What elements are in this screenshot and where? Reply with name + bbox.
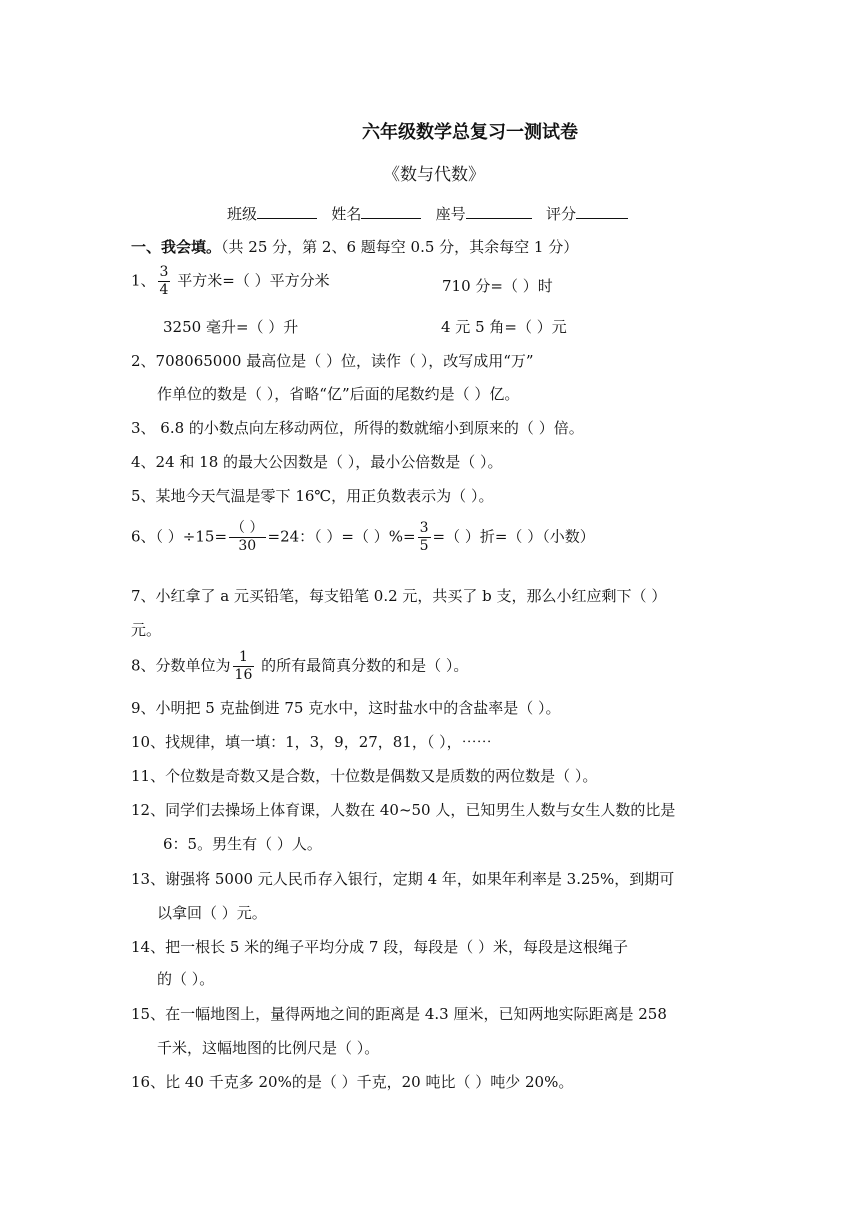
- question-9: 9、小明把 5 克盐倒进 75 克水中，这时盐水中的含盐率是（ ）。: [131, 699, 561, 717]
- question-1-row-1: [131, 264, 330, 299]
- fraction-three-quarters: [158, 264, 171, 299]
- fraction-blank-over-30: [229, 520, 265, 555]
- section-heading: [131, 236, 578, 257]
- fraction-denominator: 16: [234, 667, 253, 683]
- seat-field[interactable]: [466, 204, 532, 219]
- fraction-denominator: 30: [238, 538, 257, 554]
- question-7-line-2: 元。: [131, 621, 162, 639]
- question-1c: 3250 毫升=（ ）升: [163, 318, 299, 336]
- question-14-line-2: 的（ ）。: [157, 970, 215, 988]
- name-label: 姓名: [331, 205, 362, 223]
- name-field[interactable]: [361, 204, 421, 219]
- student-info-row: [227, 203, 628, 224]
- class-field[interactable]: [257, 204, 317, 219]
- question-14-line-1: 14、把一根长 5 米的绳子平均分成 7 段，每段是（ ）米，每段是这根绳子: [131, 938, 629, 956]
- page-title: 六年级数学总复习一测试卷: [362, 122, 578, 143]
- seat-label: 座号: [435, 205, 466, 223]
- question-12-line-1: 12、同学们去操场上体育课，人数在 40~50 人，已知男生人数与女生人数的比是: [131, 801, 676, 819]
- question-7-line-1: 7、小红拿了 a 元买铅笔，每支铅笔 0.2 元，共买了 b 支，那么小红应剩下（ ）: [131, 587, 667, 605]
- question-16: 16、比 40 千克多 20%的是（ ）千克，20 吨比（ ）吨少 20%。: [131, 1073, 574, 1091]
- section-title: 一、我会填。: [131, 238, 222, 256]
- fraction-numerator: （ ）: [231, 520, 264, 536]
- question-1d: 4 元 5 角=（ ）元: [441, 318, 567, 336]
- fraction-three-fifths: [418, 520, 431, 555]
- question-10: 10、找规律，填一填：1，3，9，27，81，（ ），⋯⋯: [131, 733, 492, 751]
- fraction-numerator: 1: [233, 649, 255, 667]
- question-13-line-1: 13、谢强将 5000 元人民币存入银行，定期 4 年，如果年利率是 3.25%，到期可: [131, 870, 675, 888]
- question-6: [131, 520, 595, 555]
- question-4: 4、24 和 18 的最大公因数是（ ），最小公倍数是（ ）。: [131, 453, 503, 471]
- question-number: 1、: [131, 271, 156, 290]
- question-3: 3、 6.8 的小数点向左移动两位，所得的数就缩小到原来的（ ）倍。: [131, 419, 584, 437]
- question-12-line-2: 6：5。男生有（ ）人。: [163, 835, 322, 853]
- question-8-suffix: 的所有最简真分数的和是（ ）。: [261, 656, 469, 675]
- score-label: 评分: [545, 205, 576, 223]
- page-subtitle: 《数与代数》: [383, 165, 485, 185]
- question-8-prefix: 8、分数单位为: [131, 656, 231, 675]
- question-6-prefix: 6、（ ）÷15=: [131, 527, 228, 546]
- question-13-line-2: 以拿回（ ）元。: [157, 904, 267, 922]
- fraction-denominator: 5: [419, 538, 429, 554]
- score-field[interactable]: [576, 204, 628, 219]
- fraction-denominator: 4: [159, 282, 169, 298]
- question-1a: 平方米=（ ）平方分米: [177, 271, 330, 290]
- question-8: [131, 649, 468, 684]
- question-15-line-2: 千米，这幅地图的比例尺是（ ）。: [157, 1039, 380, 1057]
- question-2-line-1: 2、708065000 最高位是（ ）位，读作（ ），改写成用“万”: [131, 352, 534, 370]
- question-1b: 710 分=（ ）时: [442, 277, 553, 295]
- question-6-middle: =24：（ ）=（ ）%=: [267, 527, 416, 546]
- section-note: （共 25 分，第 2、6 题每空 0.5 分，其余每空 1 分）: [221, 238, 579, 256]
- fraction-numerator: 3: [159, 264, 169, 280]
- question-5: 5、某地今天气温是零下 16℃，用正负数表示为（ ）。: [131, 487, 494, 505]
- question-11: 11、个位数是奇数又是合数，十位数是偶数又是质数的两位数是（ ）。: [131, 767, 598, 785]
- question-2-line-2: 作单位的数是（ ），省略“亿”后面的尾数约是（ ）亿。: [157, 385, 520, 403]
- fraction-one-sixteenth: [233, 649, 255, 684]
- class-label: 班级: [227, 205, 258, 223]
- question-15-line-1: 15、在一幅地图上，量得两地之间的距离是 4.3 厘米，已知两地实际距离是 258: [131, 1005, 667, 1023]
- fraction-numerator: 3: [419, 520, 429, 536]
- question-6-suffix: =（ ）折=（ ）（小数）: [432, 527, 595, 546]
